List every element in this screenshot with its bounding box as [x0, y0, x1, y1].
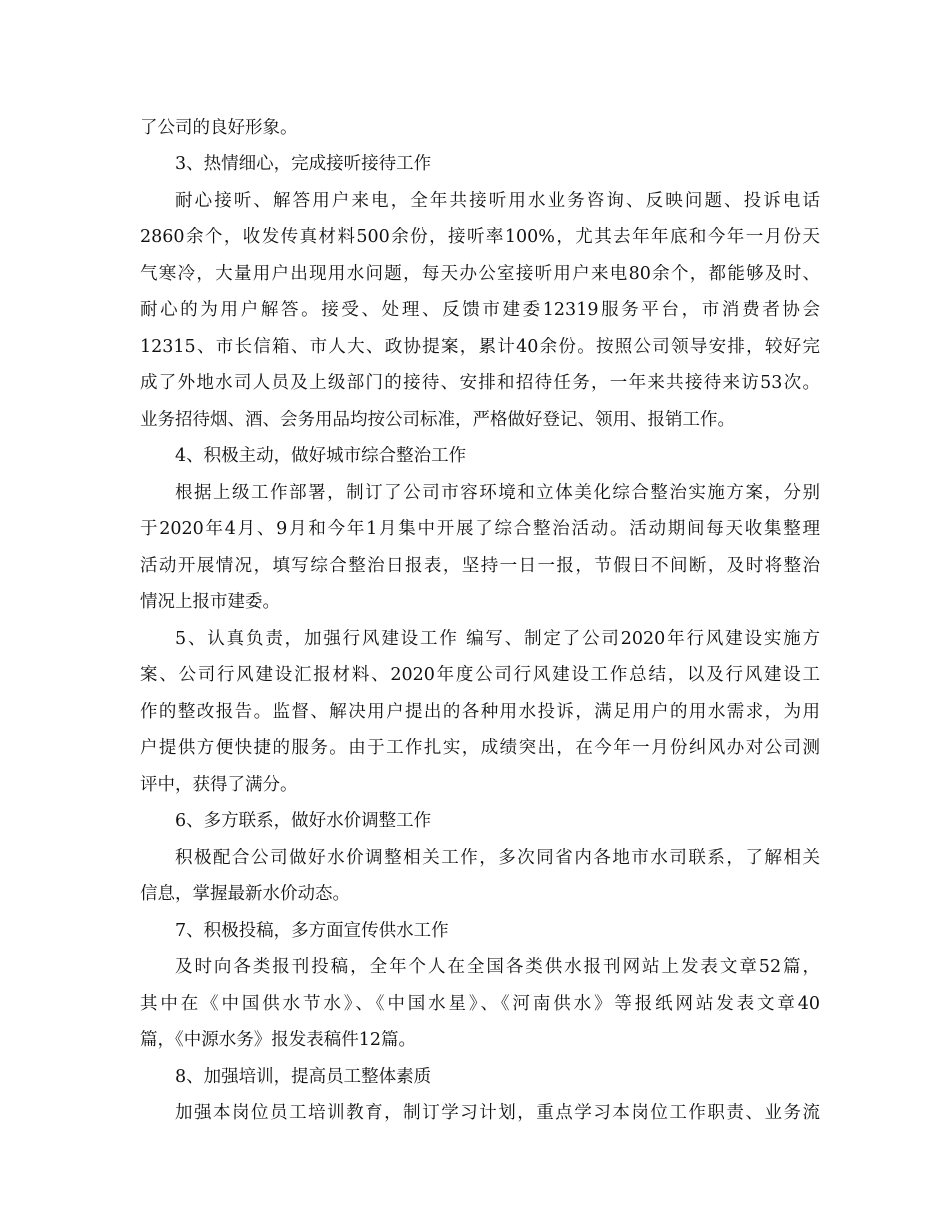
text-line: 耐心的为用户解答。接受、处理、反馈市建委12319服务平台，市消费者协会: [140, 300, 820, 320]
section-heading: 7、积极投稿，多方面宣传供水工作: [175, 921, 449, 941]
text-line: 活动开展情况，填写综合整治日报表，坚持一日一报，节假日不间断，及时将整治: [140, 556, 820, 576]
text-line: 了公司的良好形象。: [140, 118, 298, 138]
text-line: 积极配合公司做好水价调整相关工作，多次同省内各地市水司联系，了解相关: [175, 848, 820, 868]
text-line: 案、公司行风建设汇报材料、2020年度公司行风建设工作总结，以及行风建设工: [140, 665, 820, 685]
text-line: 作的整改报告。监督、解决用户提出的各种用水投诉，满足用户的用水需求，为用: [140, 702, 820, 722]
text-line: 气寒冷，大量用户出现用水问题，每天办公室接听用户来电80余个，都能够及时、: [140, 264, 820, 284]
text-line: 根据上级工作部署，制订了公司市容环境和立体美化综合整治实施方案，分别: [175, 483, 820, 503]
text-line: 于2020年4月、9月和今年1月集中开展了综合整治活动。活动期间每天收集整理: [140, 519, 820, 539]
text-line: 评中，获得了满分。: [140, 775, 298, 795]
text-line: 2860余个，收发传真材料500余份，接听率100%，尤其去年年底和今年一月份天: [140, 227, 820, 247]
text-line: 户提供方便快捷的服务。由于工作扎实，成绩突出，在今年一月份纠风办对公司测: [140, 738, 820, 758]
text-line: 篇，《中源水务》报发表稿件12篇。: [140, 1030, 417, 1050]
text-line: 及时向各类报刊投稿，全年个人在全国各类供水报刊网站上发表文章52篇，: [175, 957, 820, 977]
section-heading: 3、热情细心，完成接听接待工作: [175, 154, 432, 174]
text-line: 情况上报市建委。: [140, 592, 280, 612]
section-heading: 5、认真负责，加强行风建设工作 编写、制定了公司2020年行风建设实施方: [175, 629, 820, 649]
text-line: 其中在《中国供水节水》、《中国水星》、《河南供水》等报纸网站发表文章40: [140, 994, 820, 1014]
text-line: 加强本岗位员工培训教育，制订学习计划，重点学习本岗位工作职责、业务流: [175, 1103, 820, 1123]
text-line: 业务招待烟、酒、会务用品均按公司标准，严格做好登记、领用、报销工作。: [140, 410, 735, 430]
text-line: 耐心接听、解答用户来电，全年共接听用水业务咨询、反映问题、投诉电话: [175, 191, 820, 211]
section-heading: 6、多方联系，做好水价调整工作: [175, 811, 432, 831]
section-heading: 8、加强培训，提高员工整体素质: [175, 1067, 432, 1087]
text-line: 信息，掌握最新水价动态。: [140, 884, 350, 904]
text-line: 成了外地水司人员及上级部门的接待、安排和招待任务，一年来共接待来访53次。: [140, 373, 820, 393]
text-line: 12315、市长信箱、市人大、政协提案，累计40余份。按照公司领导安排，较好完: [140, 337, 820, 357]
section-heading: 4、积极主动，做好城市综合整治工作: [175, 446, 467, 466]
